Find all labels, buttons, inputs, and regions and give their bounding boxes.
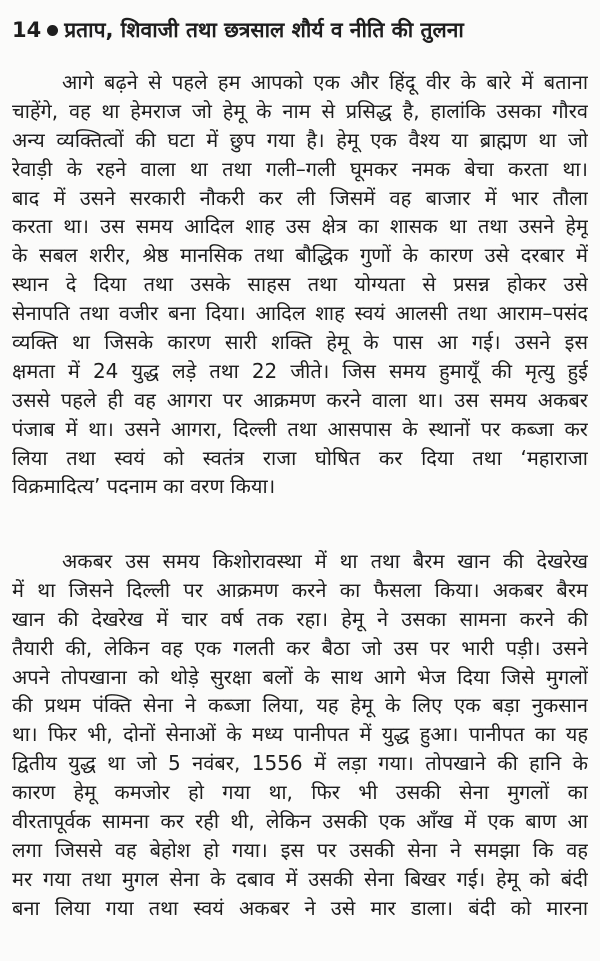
text-line: अन्य व्यक्तित्वों की घटा में छुप गया है। हेमू एक वैश्य या ब्राह्मण था जो [12,127,588,152]
page-number: 14 [12,18,42,42]
text-line: सेनापति तथा वजीर बना दिया। आदिल शाह स्वयं आलसी तथा आराम–पसंद [12,301,588,326]
text-line: लिया तथा स्वयं को स्वतंत्र राजा घोषित कर दिया तथा ‘महाराजा [12,445,588,470]
text-line: द्वितीय युद्ध था जो 5 नवंबर, 1556 में लड़ा गया। तोपखाने की हानि के [12,751,588,776]
text-line: करता था। उस समय आदिल शाह उस क्षेत्र का शासक था तथा उसने हेमू [12,214,588,239]
text-line: तैयारी की, लेकिन वह एक गलती कर बैठा जो उस पर भारी पड़ी। उसने [12,635,588,660]
text-line: मर गया तथा मुगल सेना के दबाव में उसकी सेना बिखर गई। हेमू को बंदी [12,866,588,891]
text-line: पंजाब में था। उसने आगरा, दिल्ली तथा आसपास के स्थानों पर कब्जा कर [12,416,588,441]
text-line: व्यक्ति था जिसके कारण सारी शक्ति हेमू के पास आ गई। उसने इस [12,330,588,355]
text-line: अपने तोपखाना को थोड़े सुरक्षा बलों के साथ आगे भेज दिया जिसे मुगलों [12,664,588,689]
text-line: वीरतापूर्वक सामना कर रही थी, लेकिन उसकी एक आँख में एक बाण आ [12,809,588,834]
text-line: कारण हेमू कमजोर हो गया था, फिर भी उसकी सेना मुगलों का [12,780,588,805]
paragraph-1 [12,68,588,501]
text-line: अकबर उस समय किशोरावस्था में था तथा बैरम खान की देखरेख [62,549,588,573]
text-line: में था जिसने दिल्ली पर आक्रमण करने का फैसला किया। अकबर बैरम [12,577,588,602]
chapter-title: प्रताप, शिवाजी तथा छत्रसाल शौर्य व नीति की तुलना [64,18,464,42]
paragraph-2 [12,547,588,923]
text-line: स्थान दे दिया तथा उसके साहस तथा योग्यता से प्रसन्न होकर उसे [12,272,588,297]
text-line: खान की देखरेख में चार वर्ष तक रहा। हेमू ने उसका सामना करने की [12,606,588,631]
text-line: विक्रमादित्य’ पदनाम का वरण किया। [12,474,276,499]
text-line: बना लिया गया तथा स्वयं अकबर ने उसे मार डाला। बंदी को मारना [12,895,588,920]
text-line: रेवाड़ी के रहने वाला था तथा गली–गली घूमकर नमक बेचा करता था। [12,156,588,181]
text-line: चाहेंगे, वह था हेमराज जो हेमू के नाम से प्रसिद्ध है, हालांकि उसका गौरव [12,98,588,123]
text-line: आगे बढ़ने से पहले हम आपको एक और हिंदू वीर के बारे में बताना [62,70,588,94]
text-line: बाद में उसने सरकारी नौकरी कर ली जिसमें वह बाजार में भार तौला [12,185,588,210]
text-line: लगा जिससे वह बेहोश हो गया। इस पर उसकी सेना ने समझा कि वह [12,837,588,862]
text-line: के सबल शरीर, श्रेष्ठ मानसिक तथा बौद्धिक गुणों के कारण उसे दरबार में [12,243,588,268]
page-header [12,16,464,44]
text-line: उससे पहले ही वह आगरा पर आक्रमण करने वाला था। उस समय अकबर [12,387,588,412]
text-line: की प्रथम पंक्ति सेना ने कब्जा लिया, यह हेमू के लिए एक बड़ा नुकसान [12,693,588,718]
text-line: क्षमता में 24 युद्ध लड़े तथा 22 जीते। जिस समय हुमायूँ की मृत्यु हुई [12,358,588,383]
text-line: था। फिर भी, दोनों सेनाओं के मध्य पानीपत में युद्ध हुआ। पानीपत का यह [12,722,588,747]
bullet-icon [47,25,58,36]
